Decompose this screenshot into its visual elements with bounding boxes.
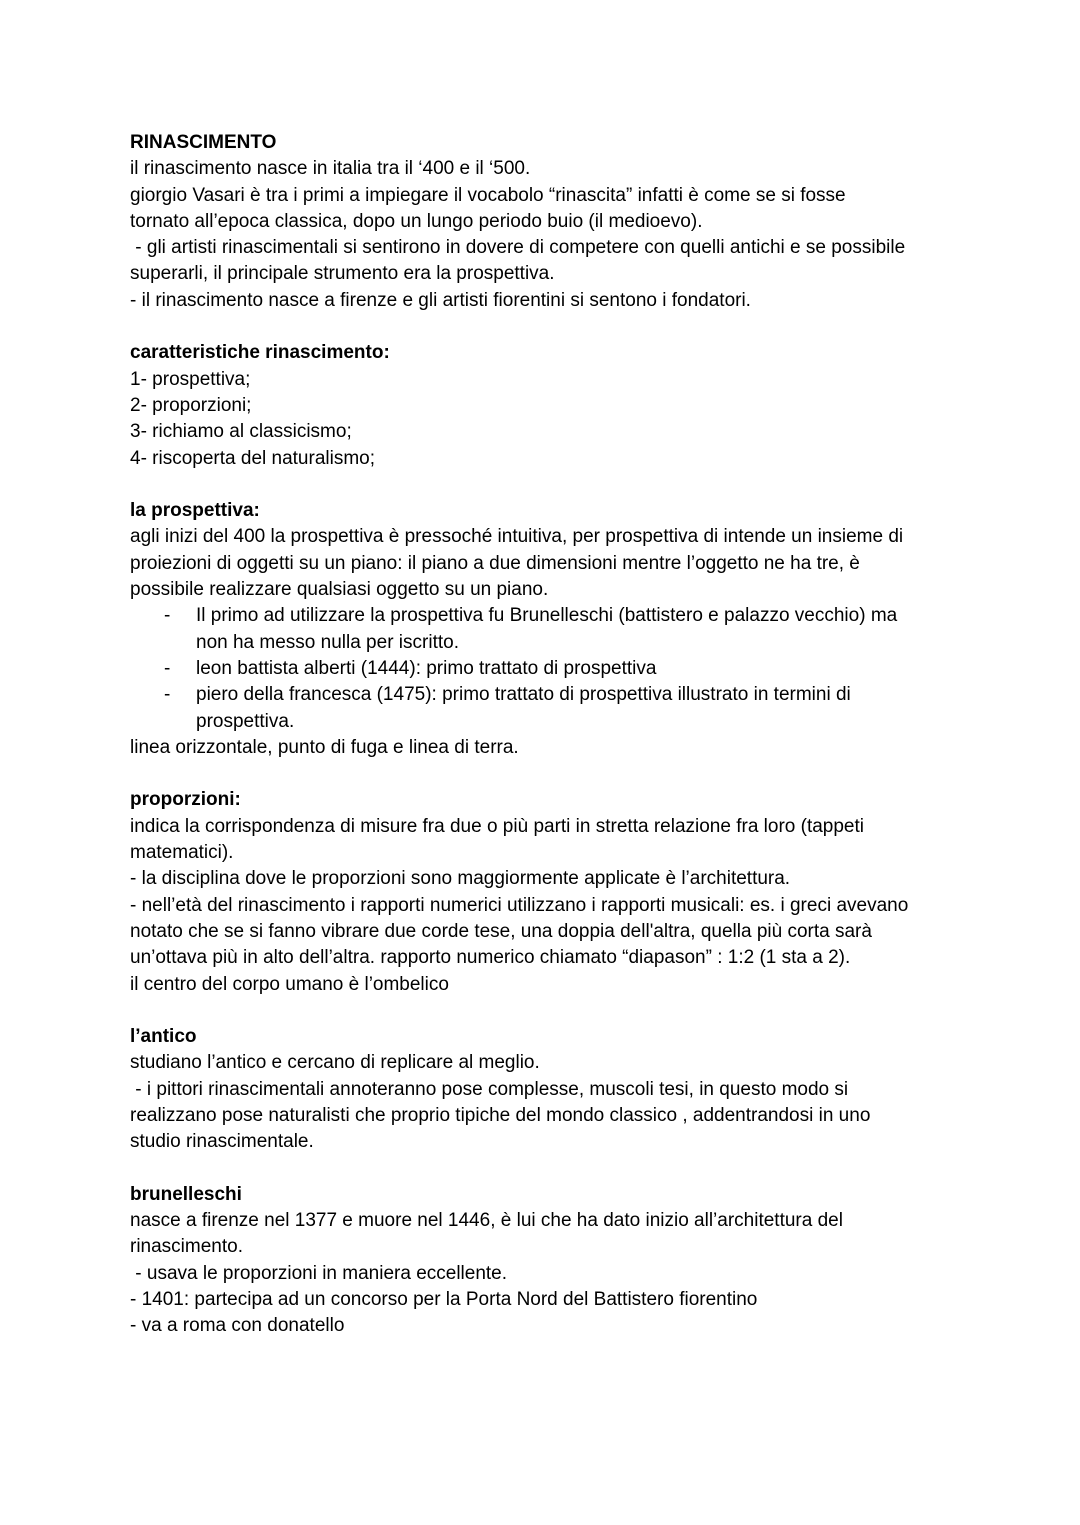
section bbox=[130, 1024, 960, 1155]
section-heading: l’antico bbox=[130, 1026, 197, 1048]
text-line: notato che se si fanno vibrare due corde tese, una doppia dell'altra, quella più corta sarà bbox=[130, 920, 872, 942]
section-heading: RINASCIMENTO bbox=[130, 132, 277, 153]
text-line: indica la corrispondenza di misure fra due o più parti in stretta relazione fra loro (tappeti bbox=[130, 815, 864, 837]
text-line: possibile realizzare qualsiasi oggetto su un piano. bbox=[130, 579, 549, 601]
bullet-continuation: prospettiva. bbox=[196, 710, 295, 732]
bullet-text: leon battista alberti (1444): primo trattato di prospettiva bbox=[196, 657, 657, 679]
bullet-item bbox=[130, 682, 960, 708]
text-line: - gli artisti rinascimentali si sentirono in dovere di competere con quelli antichi e se possibile bbox=[130, 237, 906, 259]
bullet-continuation: non ha messo nulla per iscritto. bbox=[196, 631, 459, 653]
text-line: il rinascimento nasce in italia tra il ‘400 e il ‘500. bbox=[130, 158, 531, 180]
section-heading: brunelleschi bbox=[130, 1183, 242, 1205]
text-line: nasce a firenze nel 1377 e muore nel 1446, è lui che ha dato inizio all’architettura del bbox=[130, 1210, 843, 1232]
text-line: agli inizi del 400 la prospettiva è pressoché intuitiva, per prospettiva di intende un insieme di bbox=[130, 526, 904, 548]
text-line: il centro del corpo umano è l’ombelico bbox=[130, 973, 449, 995]
text-line: 2- proporzioni; bbox=[130, 394, 252, 416]
text-line: rinascimento. bbox=[130, 1236, 243, 1258]
section-heading: la prospettiva: bbox=[130, 500, 260, 522]
text-line: tornato all’epoca classica, dopo un lungo periodo buio (il medioevo). bbox=[130, 210, 703, 232]
text-line: giorgio Vasari è tra i primi a impiegare il vocabolo “rinascita” infatti è come se si fosse bbox=[130, 184, 846, 206]
bullet-text: piero della francesca (1475): primo trattato di prospettiva illustrato in termini di bbox=[196, 684, 851, 706]
text-line: - nell’età del rinascimento i rapporti numerici utilizzano i rapporti musicali: es. i greci avevano bbox=[130, 894, 909, 916]
text-line: - 1401: partecipa ad un concorso per la Porta Nord del Battistero fiorentino bbox=[130, 1289, 758, 1311]
bullet-item bbox=[130, 656, 960, 682]
section-heading: proporzioni: bbox=[130, 789, 241, 811]
text-line: linea orizzontale, punto di fuga e linea di terra. bbox=[130, 736, 519, 758]
blank-line bbox=[130, 472, 960, 498]
section bbox=[130, 130, 960, 314]
text-line: - la disciplina dove le proporzioni sono maggiormente applicate è l’architettura. bbox=[130, 868, 791, 890]
document-page bbox=[130, 130, 960, 1340]
section-heading: caratteristiche rinascimento: bbox=[130, 342, 390, 364]
section bbox=[130, 787, 960, 997]
section bbox=[130, 1182, 960, 1340]
text-line: superarli, il principale strumento era la prospettiva. bbox=[130, 263, 555, 285]
blank-line bbox=[130, 314, 960, 340]
section bbox=[130, 340, 960, 471]
text-line: - va a roma con donatello bbox=[130, 1315, 345, 1337]
text-line: 4- riscoperta del naturalismo; bbox=[130, 447, 375, 469]
text-line: matematici). bbox=[130, 842, 234, 864]
blank-line bbox=[130, 761, 960, 787]
text-line: 1- prospettiva; bbox=[130, 368, 251, 390]
text-line: proiezioni di oggetti su un piano: il piano a due dimensioni mentre l’oggetto ne ha tre, è bbox=[130, 552, 860, 574]
text-line: - i pittori rinascimentali annoteranno pose complesse, muscoli tesi, in questo modo si bbox=[130, 1078, 849, 1100]
bullet-dash: - bbox=[164, 605, 171, 627]
bullet-item bbox=[130, 603, 960, 629]
bullet-text: Il primo ad utilizzare la prospettiva fu Brunelleschi (battistero e palazzo vecchio) ma bbox=[196, 605, 898, 627]
text-line: - usava le proporzioni in maniera eccellente. bbox=[130, 1262, 508, 1284]
blank-line bbox=[130, 998, 960, 1024]
text-line: studio rinascimentale. bbox=[130, 1131, 314, 1153]
bullet-dash: - bbox=[164, 657, 171, 679]
bullet-dash: - bbox=[164, 684, 171, 706]
section bbox=[130, 498, 960, 761]
text-line: realizzano pose naturalisti che proprio tipiche del mondo classico , addentrandosi in uno bbox=[130, 1104, 871, 1126]
blank-line bbox=[130, 1156, 960, 1182]
text-line: - il rinascimento nasce a firenze e gli artisti fiorentini si sentono i fondatori. bbox=[130, 289, 751, 311]
text-line: 3- richiamo al classicismo; bbox=[130, 421, 352, 443]
text-line: studiano l’antico e cercano di replicare al meglio. bbox=[130, 1052, 540, 1074]
text-line: un’ottava più in alto dell’altra. rapporto numerico chiamato “diapason” : 1:2 (1 sta a 2). bbox=[130, 947, 851, 969]
